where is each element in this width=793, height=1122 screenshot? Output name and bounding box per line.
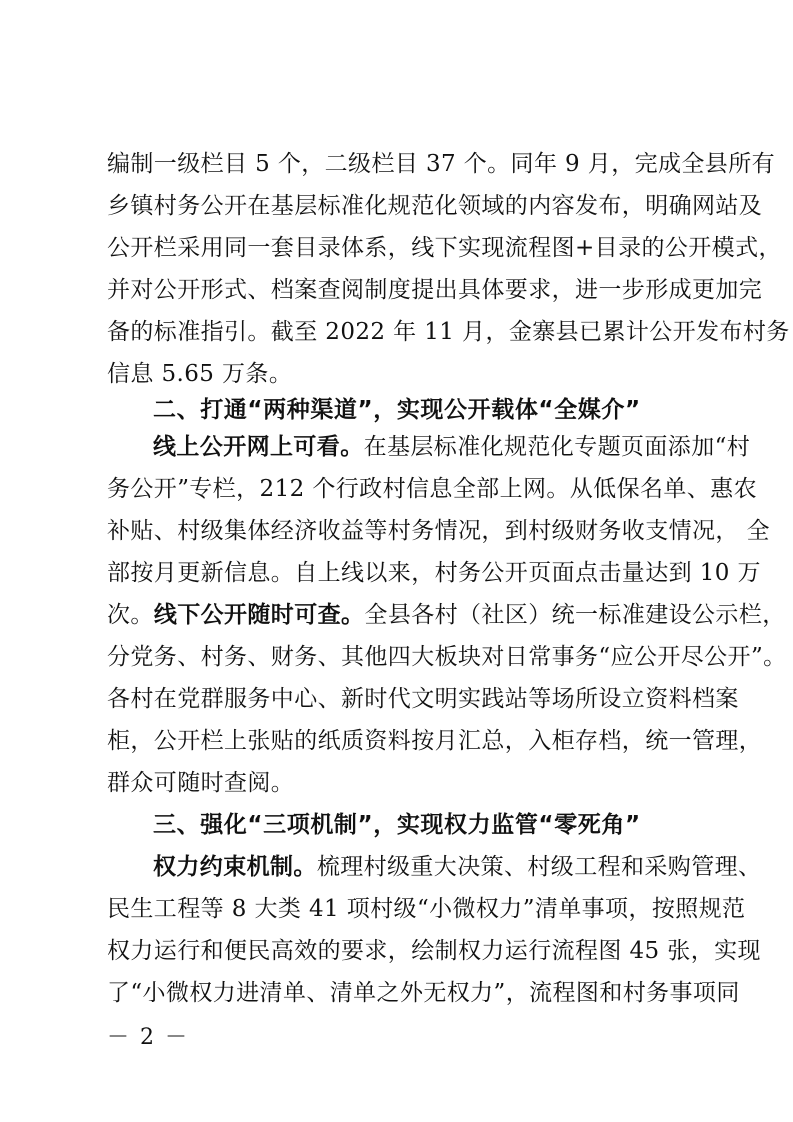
paragraph-line: 补贴、村级集体经济收益等村务情况，到村级财务收支情况， 全: [107, 518, 770, 544]
paragraph-line: 备的标准指引。截至 2022 年 11 月，金寨县已累计公开发布村务: [107, 319, 790, 345]
paragraph-line: 柜，公开栏上张贴的纸质资料按月汇总，入柜存档，统一管理，: [107, 728, 763, 754]
paragraph-line: 务公开”专栏，212 个行政村信息全部上网。从低保名单、惠农: [107, 476, 757, 502]
lead-phrase: 权力约束机制。: [153, 854, 317, 880]
paragraph-line: 部按月更新信息。自上线以来，村务公开页面点击量达到 10 万: [107, 560, 761, 586]
paragraph-line: 乡镇村务公开在基层标准化规范化领域的内容发布，明确网站及: [107, 193, 763, 219]
section-heading: 二、打通“两种渠道”，实现公开载体“全媒介”: [153, 397, 641, 423]
paragraph-line: 民生工程等 8 大类 41 项村级“小微权力”清单事项，按照规范: [107, 896, 746, 922]
paragraph-line: [107, 601, 786, 629]
paragraph-line: 群众可随时查阅。: [107, 770, 295, 796]
paragraph-line: [153, 853, 762, 881]
paragraph-line: 公开栏采用同一套目录体系，线下实现流程图+目录的公开模式，: [107, 235, 782, 261]
paragraph-text: 在基层标准化规范化专题页面添加“村: [363, 434, 751, 460]
paragraph-line: 并对公开形式、档案查阅制度提出具体要求，进一步形成更加完: [107, 277, 763, 303]
paragraph-line: 信息 5.65 万条。: [107, 361, 293, 387]
paragraph-line: 权力运行和便民高效的要求，绘制权力运行流程图 45 张，实现: [107, 938, 761, 964]
paragraph-line: 各村在党群服务中心、新时代文明实践站等场所设立资料档案: [107, 686, 739, 712]
paragraph-text: 次。: [107, 602, 154, 628]
paragraph-text: 梳理村级重大决策、村级工程和采购管理、: [316, 854, 762, 880]
paragraph-line: [153, 433, 751, 461]
paragraph-line: 了“小微权力进清单、清单之外无权力”，流程图和村务事项同: [107, 980, 740, 1006]
paragraph-line: 分党务、村务、财务、其他四大板块对日常事务“应公开尽公开”。: [107, 644, 787, 670]
lead-phrase: 线下公开随时可查。: [153, 602, 365, 628]
lead-phrase: 线上公开网上可看。: [153, 434, 364, 460]
paragraph-line: 编制一级栏目 5 个，二级栏目 37 个。同年 9 月，完成全县所有: [107, 151, 775, 177]
section-heading: 三、强化“三项机制”，实现权力监管“零死角”: [153, 812, 641, 838]
page-number: － 2 －: [107, 1025, 189, 1050]
paragraph-text: 全县各村（社区）统一标准建设公示栏，: [364, 602, 786, 628]
